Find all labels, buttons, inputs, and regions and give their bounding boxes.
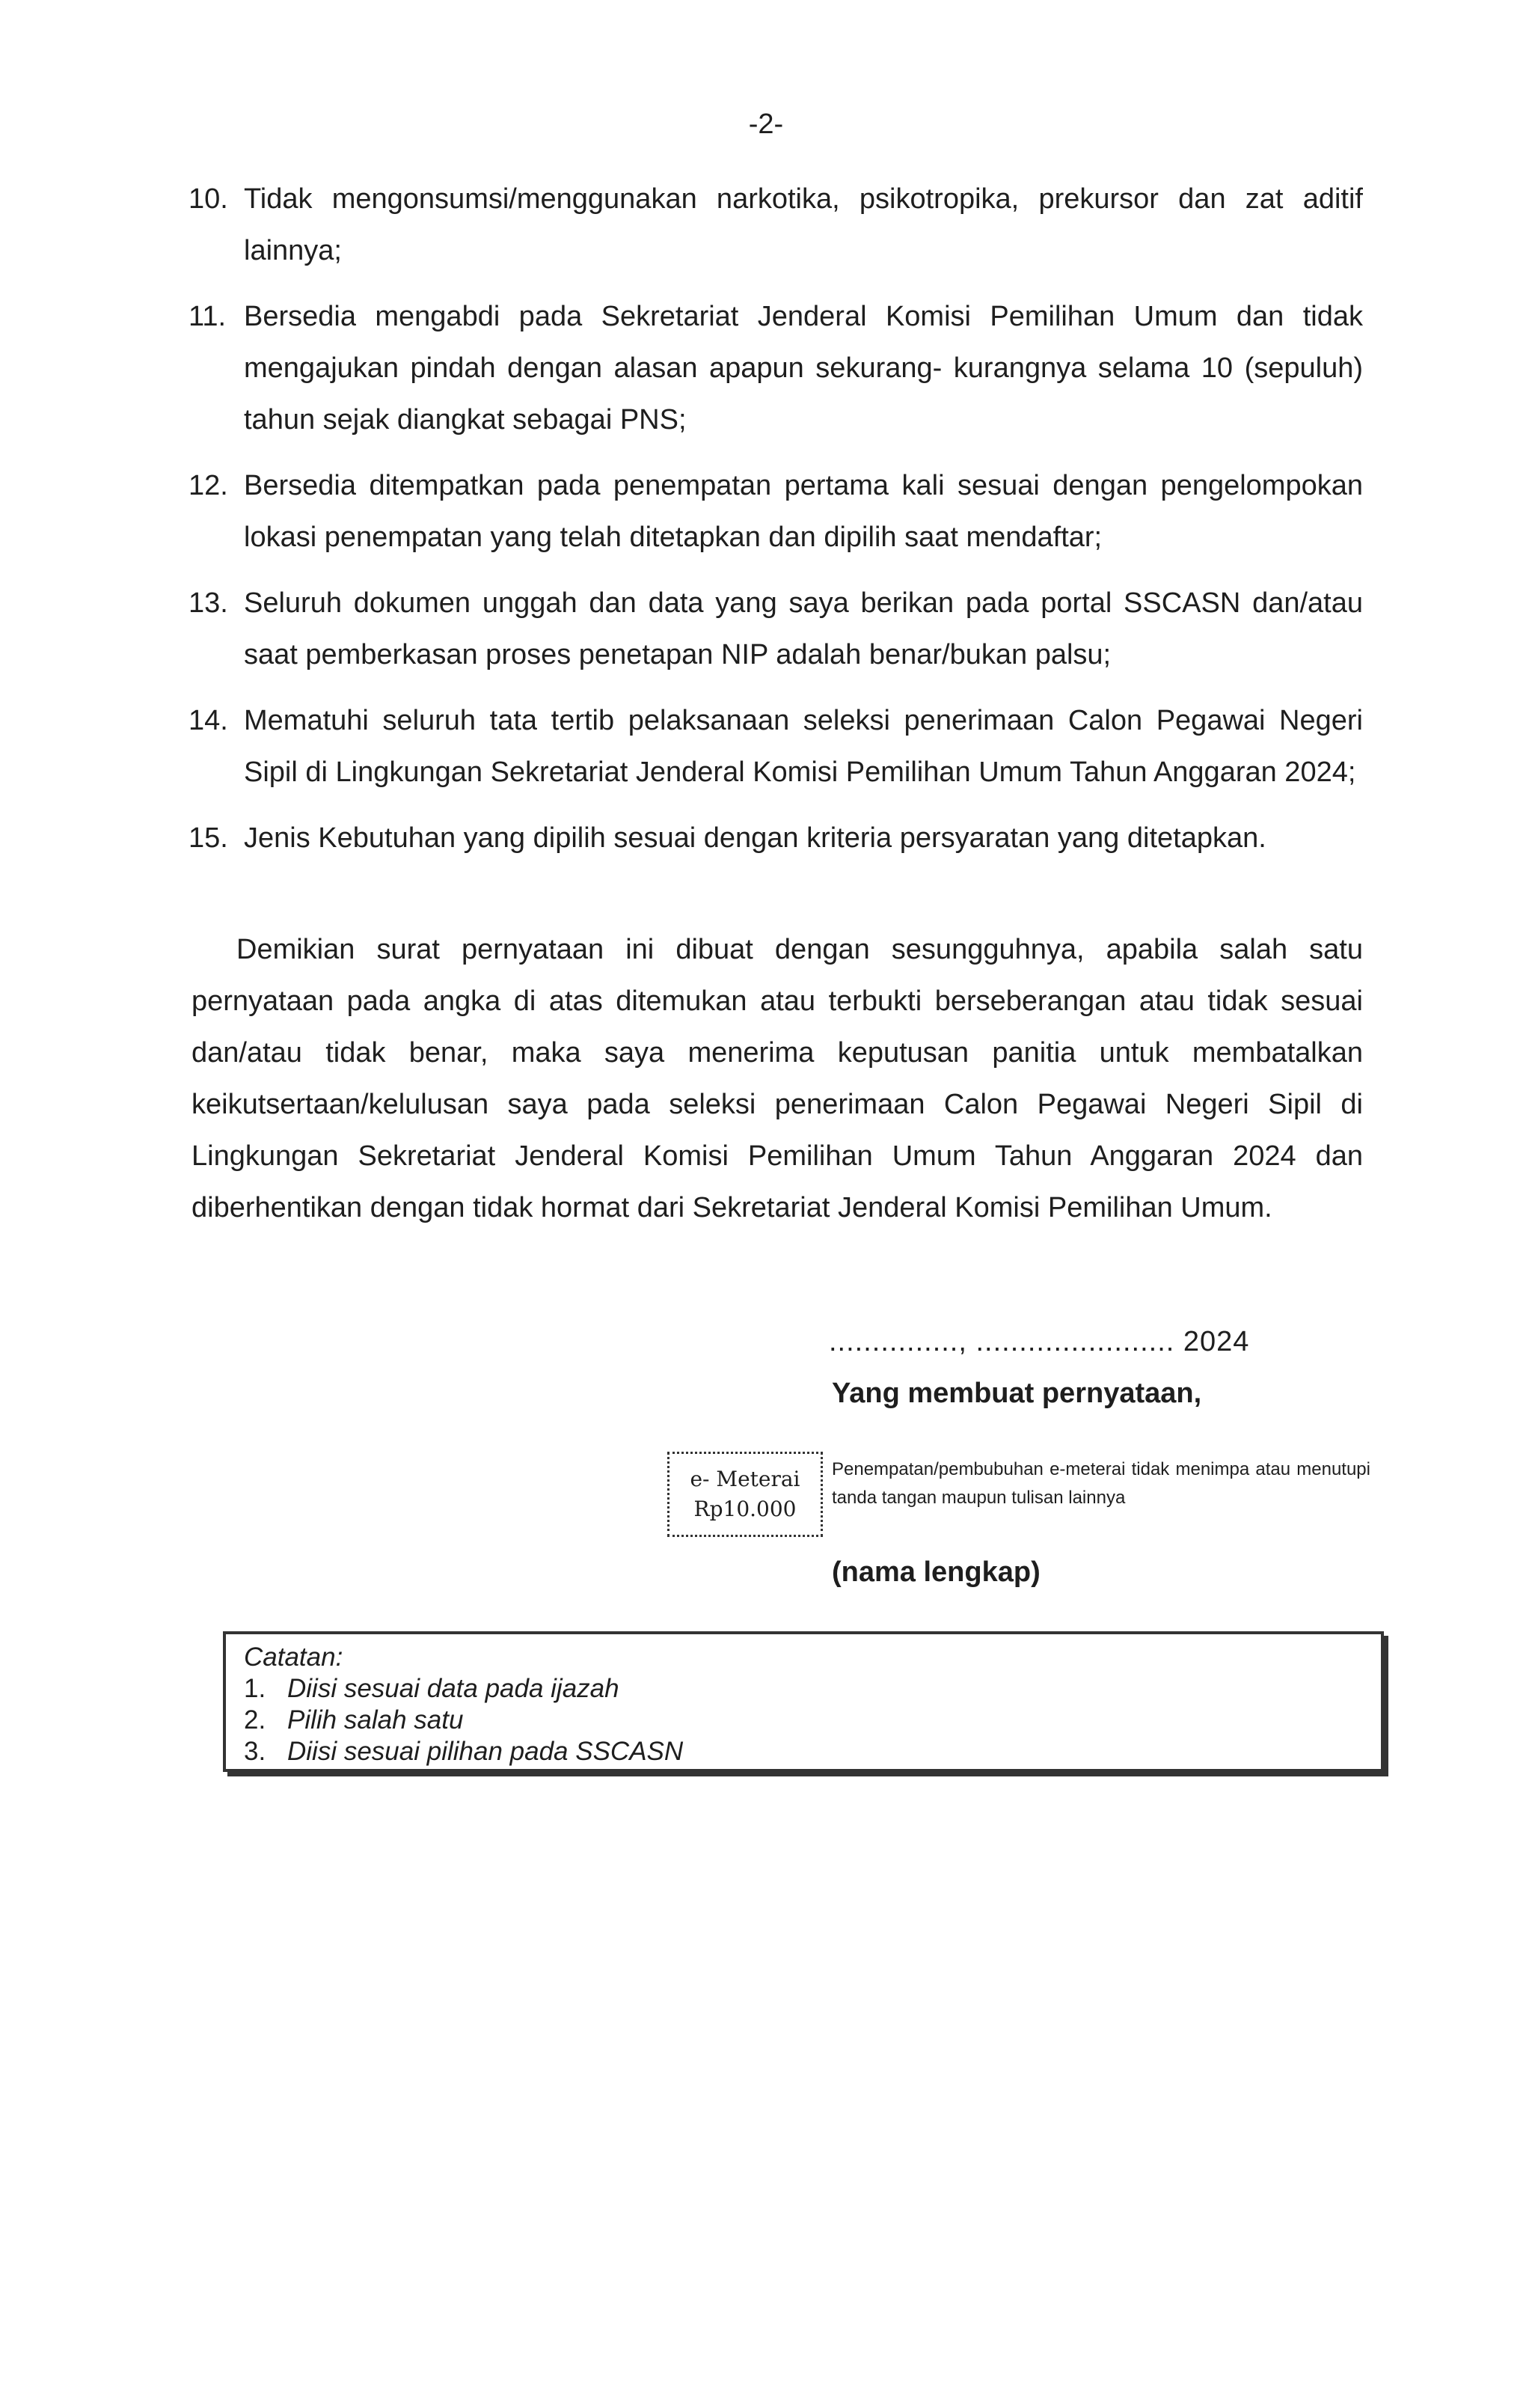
note-item bbox=[244, 1705, 1381, 1736]
list-item-text: Bersedia mengabdi pada Sekretariat Jenderal Komisi Pemilihan Umum dan tidak mengajukan pindah dengan alasan apapun sekurang- kurangnya selama 10 (sepuluh) tahun sejak diangkat sebagai PNS; bbox=[244, 301, 1363, 436]
stamp-value: Rp10.000 bbox=[693, 1497, 797, 1521]
note-text: Pilih salah satu bbox=[287, 1705, 464, 1735]
note-number: 3. bbox=[244, 1737, 266, 1766]
notes-list bbox=[244, 1673, 1381, 1767]
list-item bbox=[189, 291, 1363, 446]
note-item bbox=[244, 1736, 1381, 1767]
list-item-text: Bersedia ditempatkan pada penempatan pertama kali sesuai dengan pengelompokan lokasi penempatan yang telah ditetapkan dan dipilih saat mendaftar; bbox=[244, 470, 1363, 553]
note-item bbox=[244, 1673, 1381, 1705]
requirements-list bbox=[189, 174, 1363, 878]
note-number: 1. bbox=[244, 1674, 266, 1703]
list-item-text: Mematuhi seluruh tata tertib pelaksanaan seleksi penerimaan Calon Pegawai Negeri Sipil di Lingkungan Sekretariat Jenderal Komisi Pemilihan Umum Tahun Anggaran 2024; bbox=[244, 705, 1363, 788]
note-number: 2. bbox=[244, 1705, 266, 1735]
list-item-number: 14. bbox=[189, 705, 228, 736]
note-text: Diisi sesuai data pada ijazah bbox=[287, 1674, 619, 1703]
notes-box bbox=[223, 1631, 1384, 1772]
list-item-number: 10. bbox=[189, 183, 228, 215]
note-text: Diisi sesuai pilihan pada SSCASN bbox=[287, 1737, 684, 1766]
e-meterai-stamp-box bbox=[667, 1452, 823, 1537]
list-item bbox=[189, 578, 1363, 681]
date-line: ..............., ....................... 2024 bbox=[829, 1326, 1250, 1357]
list-item-text: Seluruh dokumen unggah dan data yang saya berikan pada portal SSCASN dan/atau saat pemberkasan proses penetapan NIP adalah benar/bukan palsu; bbox=[244, 587, 1363, 670]
notes-title: Catatan: bbox=[244, 1642, 343, 1672]
list-item-text: Jenis Kebutuhan yang dipilih sesuai dengan kriteria persyaratan yang ditetapkan. bbox=[244, 822, 1266, 854]
list-item-number: 13. bbox=[189, 587, 228, 619]
signer-label: Yang membuat pernyataan, bbox=[832, 1378, 1202, 1409]
list-item bbox=[189, 460, 1363, 563]
stamp-note: Penempatan/pembubuhan e-meterai tidak menimpa atau menutupi tanda tangan maupun tulisan lainnya bbox=[832, 1459, 1370, 1508]
list-item bbox=[189, 695, 1363, 798]
list-item-number: 11. bbox=[189, 301, 227, 332]
closing-paragraph: Demikian surat pernyataan ini dibuat dengan sesungguhnya, apabila salah satu pernyataan pada angka di atas ditemukan atau terbukti berseberangan atau tidak sesuai dan/atau tidak benar, maka saya menerima keputusan panitia untuk membatalkan keikutsertaan/kelulusan saya pada seleksi penerimaan Calon Pegawai Negeri Sipil di Lingkungan Sekretariat Jenderal Komisi Pemilihan Umum Tahun Anggaran 2024 dan diberhentikan dengan tidak hormat dari Sekretariat Jenderal Komisi Pemilihan Umum. bbox=[192, 934, 1363, 1223]
page-number: -2- bbox=[748, 109, 784, 140]
stamp-label: e- Meterai bbox=[690, 1467, 800, 1491]
list-item bbox=[189, 813, 1363, 864]
list-item-number: 12. bbox=[189, 470, 228, 501]
name-placeholder: (nama lengkap) bbox=[832, 1556, 1041, 1588]
list-item-text: Tidak mengonsumsi/menggunakan narkotika, psikotropika, prekursor dan zat aditif lainnya; bbox=[244, 183, 1363, 266]
list-item-number: 15. bbox=[189, 822, 228, 854]
list-item bbox=[189, 174, 1363, 277]
